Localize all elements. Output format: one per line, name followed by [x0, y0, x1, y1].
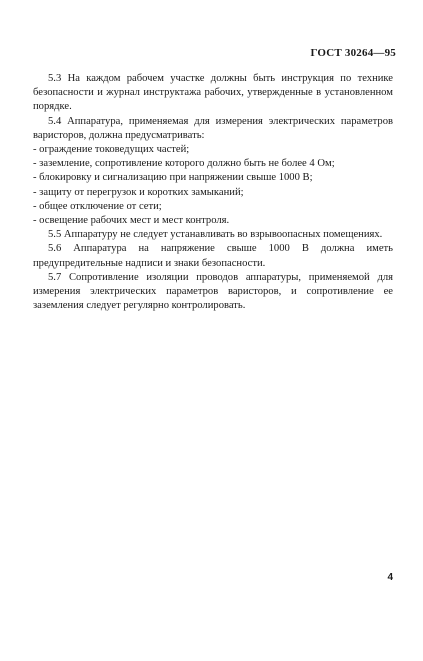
paragraph-5-5: 5.5 Аппаратуру не следует устанавливать во взрывоопасных помещениях.: [48, 229, 383, 241]
paragraph-5-3: 5.3 На каждом рабочем участке должны быть инструкция по технике безопасности и журнал инструктажа рабочих, утвержденные в установленном порядке.: [33, 73, 393, 113]
document-code: ГОСТ 30264—95: [310, 47, 396, 59]
list-item-overload-protection: - защиту от перегрузок и коротких замыканий;: [33, 186, 244, 198]
list-item-lighting: - освещение рабочих мест и мест контроля.: [33, 215, 230, 227]
paragraph-5-7: 5.7 Сопротивление изоляции проводов аппаратуры, применяемой для измерения электрических параметров варисторов, и сопротивление ее заземления следует регулярно контролировать.: [33, 271, 393, 312]
document-body: [33, 72, 393, 313]
page-number: 4: [387, 572, 393, 583]
list-item-disconnect: - общее отключение от сети;: [33, 200, 162, 212]
paragraph-5-6: 5.6 Аппаратура на напряжение свыше 1000 В должна иметь предупредительные надписи и знаки безопасности.: [33, 243, 393, 269]
list-item-interlock: - блокировку и сигнализацию при напряжении свыше 1000 В;: [33, 172, 313, 184]
paragraph-5-4: 5.4 Аппаратура, применяемая для измерения электрических параметров варисторов, должна предусматривать:: [33, 115, 393, 141]
list-item-grounding: - заземление, сопротивление которого должно быть не более 4 Ом;: [33, 158, 335, 170]
list-item-guarding: - ограждение токоведущих частей;: [33, 144, 190, 156]
